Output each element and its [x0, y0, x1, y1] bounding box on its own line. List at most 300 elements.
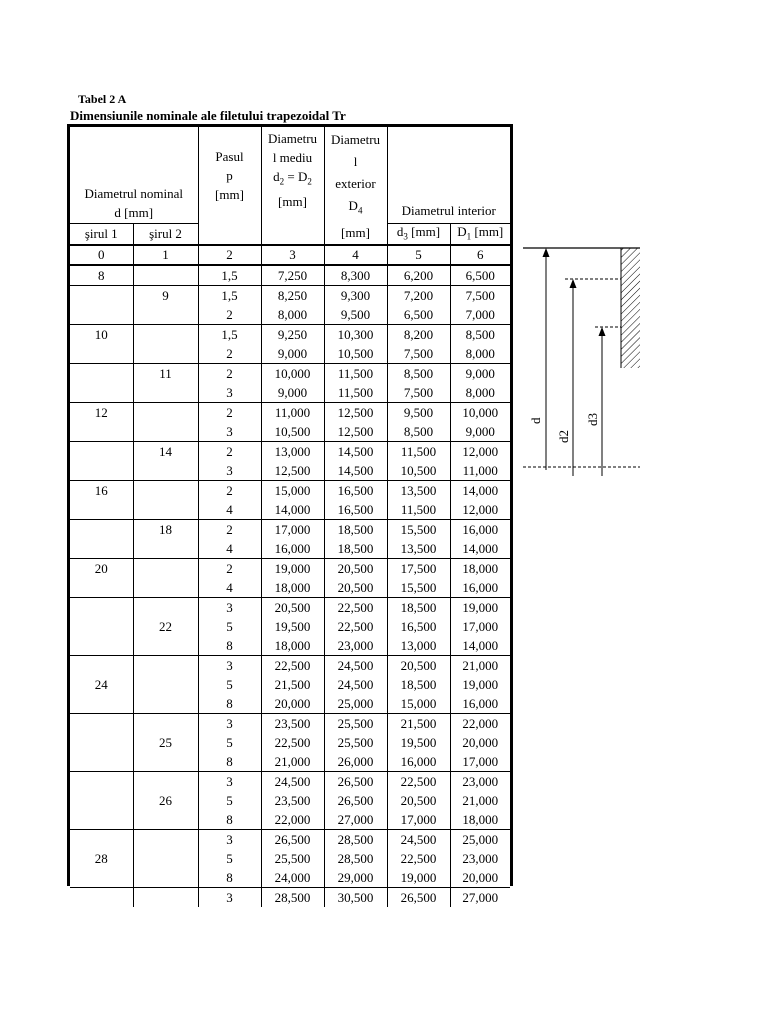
header-series-2: şirul 2 — [133, 223, 198, 244]
table-cell — [70, 791, 133, 810]
table-cell: 10,000 — [450, 403, 510, 423]
table-cell: 8 — [198, 810, 261, 830]
header-mean-line-2: l mediu — [272, 150, 313, 165]
table-cell: 9,500 — [324, 305, 387, 325]
table-cell — [70, 305, 133, 325]
table-row — [70, 888, 510, 908]
table-cell: 7,500 — [450, 286, 510, 306]
table-cell: 21,500 — [261, 675, 324, 694]
table-cell — [70, 383, 133, 403]
table-cell: 7,200 — [387, 286, 450, 306]
table-cell — [133, 752, 198, 772]
header-outer-diameter — [324, 127, 387, 245]
table-cell — [70, 656, 133, 676]
table-cell: 6,200 — [387, 265, 450, 286]
header-nominal-line-2: d [mm] — [114, 204, 154, 220]
table-cell — [133, 636, 198, 656]
table-cell: 4 — [198, 539, 261, 559]
table-cell: 18 — [133, 520, 198, 540]
table-cell — [70, 500, 133, 520]
table-row — [70, 830, 510, 850]
table-cell — [133, 849, 198, 868]
table-cell — [70, 286, 133, 306]
table-cell: 14,000 — [450, 539, 510, 559]
table-cell — [133, 656, 198, 676]
table-cell: 20,000 — [261, 694, 324, 714]
table-cell: 8 — [198, 636, 261, 656]
table-cell — [70, 422, 133, 442]
table-cell: 14,000 — [450, 481, 510, 501]
table-cell: 18,000 — [261, 636, 324, 656]
column-number: 2 — [198, 245, 261, 266]
table-cell: 25,000 — [450, 830, 510, 850]
table-cell: 6,500 — [450, 265, 510, 286]
header-series-1: şirul 1 — [70, 223, 133, 244]
table-cell: 19,000 — [450, 675, 510, 694]
table-cell: 13,000 — [387, 636, 450, 656]
table-row — [70, 810, 510, 830]
table-cell — [133, 868, 198, 888]
table-cell — [133, 810, 198, 830]
table-cell: 8 — [198, 752, 261, 772]
table-cell: 27,000 — [450, 888, 510, 908]
table-cell — [70, 694, 133, 714]
table-cell: 18,000 — [261, 578, 324, 598]
table-cell: 24,000 — [261, 868, 324, 888]
table-cell: 17,000 — [450, 617, 510, 636]
table-cell: 15,000 — [387, 694, 450, 714]
table-cell: 9,500 — [387, 403, 450, 423]
table-cell: 7,500 — [387, 344, 450, 364]
header-outer-line-4: $D_4$ — [348, 198, 363, 216]
table-cell: 19,000 — [387, 868, 450, 888]
table-row — [70, 344, 510, 364]
table-cell — [70, 344, 133, 364]
table-cell: 16,500 — [324, 481, 387, 501]
table-cell: 27,000 — [324, 810, 387, 830]
table-cell: 12,000 — [450, 442, 510, 462]
table-cell — [70, 810, 133, 830]
table-cell: 29,000 — [324, 868, 387, 888]
table-cell: 10,500 — [387, 461, 450, 481]
table-cell — [70, 772, 133, 792]
table-cell: 28,500 — [324, 849, 387, 868]
table-cell: 14,500 — [324, 461, 387, 481]
table-cell: 23,000 — [450, 849, 510, 868]
table-row — [70, 422, 510, 442]
table-cell: 10,300 — [324, 325, 387, 345]
d-arrowhead — [543, 248, 550, 257]
table-cell — [70, 636, 133, 656]
table-cell: 8,300 — [324, 265, 387, 286]
table-cell: 23,500 — [261, 791, 324, 810]
table-cell: 11,000 — [261, 403, 324, 423]
table-cell: 20 — [70, 559, 133, 579]
table-cell — [133, 578, 198, 598]
header-pitch-line-3: [mm] — [215, 187, 244, 202]
table-cell: 16,000 — [450, 520, 510, 540]
table-tag: Tabel 2 A — [78, 92, 127, 106]
header-nominal-diameter — [70, 127, 198, 223]
table-cell — [133, 772, 198, 792]
table-cell: 14 — [133, 442, 198, 462]
table-cell: 3 — [198, 422, 261, 442]
table-cell — [70, 752, 133, 772]
table-cell — [133, 830, 198, 850]
table-cell: 21,000 — [450, 656, 510, 676]
table-cell: 7,000 — [450, 305, 510, 325]
table-cell — [133, 265, 198, 286]
table-cell: 4 — [198, 500, 261, 520]
table-cell: 8,250 — [261, 286, 324, 306]
table-cell: 4 — [198, 578, 261, 598]
table-cell — [70, 539, 133, 559]
thread-hatching — [621, 248, 640, 368]
table-cell: 15,500 — [387, 520, 450, 540]
d2-arrowhead — [570, 279, 577, 288]
table-cell: 13,500 — [387, 539, 450, 559]
table-cell: 7,500 — [387, 383, 450, 403]
table-cell: 16,000 — [261, 539, 324, 559]
table-cell: 16,000 — [450, 578, 510, 598]
table-cell: 12,500 — [324, 422, 387, 442]
table-row — [70, 442, 510, 462]
column-number: 4 — [324, 245, 387, 266]
column-number: 6 — [450, 245, 510, 266]
table-row — [70, 578, 510, 598]
table-cell: 2 — [198, 442, 261, 462]
header-row-main — [70, 127, 510, 223]
table-cell: 26,500 — [324, 791, 387, 810]
table-cell: 8,000 — [261, 305, 324, 325]
table-cell — [133, 714, 198, 734]
table-cell: 9,000 — [261, 344, 324, 364]
table-cell: 26 — [133, 791, 198, 810]
table-cell — [70, 617, 133, 636]
table-cell: 2 — [198, 403, 261, 423]
table-cell: 22,500 — [387, 849, 450, 868]
table-cell: 20,000 — [450, 868, 510, 888]
table-cell — [133, 403, 198, 423]
table-cell: 18,500 — [387, 598, 450, 618]
table-cell: 19,000 — [261, 559, 324, 579]
table-row — [70, 656, 510, 676]
table-cell: 25,500 — [261, 849, 324, 868]
table-row — [70, 772, 510, 792]
table-row — [70, 636, 510, 656]
table-cell: 8 — [198, 868, 261, 888]
table-cell: 30,500 — [324, 888, 387, 908]
thread-dimensions-table-frame — [67, 124, 513, 906]
table-cell: 15,000 — [261, 481, 324, 501]
table-row — [70, 481, 510, 501]
table-cell: 20,000 — [450, 733, 510, 752]
table-cell — [133, 694, 198, 714]
table-cell: 19,500 — [387, 733, 450, 752]
header-pitch-line-2: p — [226, 168, 233, 183]
table-cell: 2 — [198, 344, 261, 364]
table-row — [70, 500, 510, 520]
table-cell: 16,500 — [324, 500, 387, 520]
table-cell: 2 — [198, 520, 261, 540]
d3-arrowhead — [599, 327, 606, 336]
table-cell: 9 — [133, 286, 198, 306]
table-cell: 8 — [70, 265, 133, 286]
table-cell: 11,000 — [450, 461, 510, 481]
table-cell — [133, 325, 198, 345]
table-cell: 5 — [198, 733, 261, 752]
table-cell: 5 — [198, 849, 261, 868]
header-outer-line-3: exterior — [335, 176, 376, 191]
table-cell: 12,000 — [450, 500, 510, 520]
table-cell: 16,000 — [450, 694, 510, 714]
table-cell: 11,500 — [324, 364, 387, 384]
table-cell: 23,000 — [324, 636, 387, 656]
d3-label: d3 — [585, 413, 600, 426]
table-cell: 20,500 — [387, 791, 450, 810]
table-cell — [70, 714, 133, 734]
table-cell — [70, 364, 133, 384]
table-cell — [133, 344, 198, 364]
table-cell: 8,500 — [450, 325, 510, 345]
table-cell: 13,500 — [387, 481, 450, 501]
table-cell: 19,500 — [261, 617, 324, 636]
table-cell: 23,000 — [450, 772, 510, 792]
table-cell: 24,500 — [387, 830, 450, 850]
table-cell — [133, 500, 198, 520]
table-row — [70, 305, 510, 325]
table-cell — [70, 868, 133, 888]
table-cell: 9,300 — [324, 286, 387, 306]
table-cell: 11,500 — [387, 500, 450, 520]
table-cell: 14,500 — [324, 442, 387, 462]
table-row — [70, 265, 510, 286]
table-row — [70, 461, 510, 481]
table-cell: 11,500 — [324, 383, 387, 403]
table-cell: 22,500 — [261, 656, 324, 676]
column-number: 5 — [387, 245, 450, 266]
table-cell: 22,000 — [261, 810, 324, 830]
table-row — [70, 520, 510, 540]
table-cell: 25,500 — [324, 714, 387, 734]
table-cell: 8 — [198, 694, 261, 714]
table-cell: 17,000 — [387, 810, 450, 830]
table-cell: 2 — [198, 364, 261, 384]
table-cell: 26,500 — [261, 830, 324, 850]
table-row — [70, 559, 510, 579]
table-cell: 25 — [133, 733, 198, 752]
table-row — [70, 539, 510, 559]
table-cell — [70, 888, 133, 908]
table-cell: 18,000 — [450, 810, 510, 830]
table-cell: 12,500 — [324, 403, 387, 423]
table-cell — [133, 888, 198, 908]
table-row — [70, 791, 510, 810]
table-row — [70, 598, 510, 618]
table-cell: 8,200 — [387, 325, 450, 345]
table-cell: 20,500 — [261, 598, 324, 618]
table-cell: 16,000 — [387, 752, 450, 772]
table-cell: 5 — [198, 617, 261, 636]
table-row — [70, 714, 510, 734]
header-pitch-line-1: Pasul — [215, 149, 244, 164]
table-cell: 22,500 — [261, 733, 324, 752]
column-number-row — [70, 245, 510, 266]
table-row — [70, 733, 510, 752]
thread-diameter-diagram — [520, 238, 650, 488]
table-cell: 20,500 — [324, 578, 387, 598]
table-cell — [133, 305, 198, 325]
header-D1: $D_1$ [mm] — [450, 223, 510, 244]
table-cell: 10,500 — [261, 422, 324, 442]
table-cell: 3 — [198, 888, 261, 908]
table-cell: 22,500 — [324, 617, 387, 636]
table-cell: 24,500 — [261, 772, 324, 792]
table-cell: 12,500 — [261, 461, 324, 481]
table-cell — [133, 539, 198, 559]
table-cell: 15,500 — [387, 578, 450, 598]
table-cell: 17,000 — [450, 752, 510, 772]
header-outer-line-2: l — [353, 154, 358, 169]
table-cell: 8,000 — [450, 344, 510, 364]
table-cell: 9,000 — [450, 422, 510, 442]
table-row — [70, 675, 510, 694]
column-number: 1 — [133, 245, 198, 266]
header-nominal-line-1: Diametrul nominal — [84, 185, 184, 201]
table-cell: 18,500 — [324, 539, 387, 559]
table-cell: 28,500 — [261, 888, 324, 908]
table-cell: 25,500 — [324, 733, 387, 752]
table-cell: 18,500 — [324, 520, 387, 540]
table-cell: 16 — [70, 481, 133, 501]
table-cell: 26,000 — [324, 752, 387, 772]
table-cell: 24 — [94, 677, 108, 693]
table-cell: 22 — [133, 617, 198, 636]
table-cell — [70, 442, 133, 462]
table-cell: 18,500 — [387, 675, 450, 694]
thread-dimensions-table — [70, 127, 510, 907]
table-cell: 12 — [70, 403, 133, 423]
table-cell — [133, 383, 198, 403]
table-cell: 23,500 — [261, 714, 324, 734]
table-cell: 24,500 — [324, 656, 387, 676]
table-cell: 18,000 — [450, 559, 510, 579]
table-cell: 20,500 — [324, 559, 387, 579]
table-cell — [70, 733, 133, 752]
table-cell: 5 — [198, 675, 261, 694]
table-cell — [133, 675, 198, 694]
table-cell: 1,5 — [198, 265, 261, 286]
table-cell: 19,000 — [450, 598, 510, 618]
table-row — [70, 868, 510, 888]
table-cell: 1,5 — [198, 325, 261, 345]
table-cell: 9,000 — [450, 364, 510, 384]
table-cell: 14,000 — [450, 636, 510, 656]
table-cell: 26,500 — [387, 888, 450, 908]
table-cell: 21,000 — [261, 752, 324, 772]
header-mean-line-4: [mm] — [278, 193, 307, 209]
table-cell: 25,000 — [324, 694, 387, 714]
table-cell: 17,500 — [387, 559, 450, 579]
header-mean-line-3: $d_2 = D_2$ — [273, 169, 312, 187]
header-d3: $d_3$ [mm] — [387, 223, 450, 244]
header-pitch — [198, 127, 261, 245]
table-cell: 26,500 — [324, 772, 387, 792]
table-cell: 2 — [198, 559, 261, 579]
table-cell: 1,5 — [198, 286, 261, 306]
table-cell: 10,500 — [324, 344, 387, 364]
table-cell: 21,000 — [450, 791, 510, 810]
table-cell: 9,250 — [261, 325, 324, 345]
table-cell — [133, 422, 198, 442]
table-cell: 16,500 — [387, 617, 450, 636]
column-number: 0 — [70, 245, 133, 266]
table-cell: 11 — [133, 364, 198, 384]
page-title: Dimensiunile nominale ale filetului trapezoidal Tr — [70, 108, 346, 123]
table-cell: 10,000 — [261, 364, 324, 384]
table-cell: 22,500 — [324, 598, 387, 618]
header-inner-label: Diametrul interior — [401, 202, 496, 218]
header-mean-line-1: Diametru — [267, 131, 318, 146]
table-cell: 17,000 — [261, 520, 324, 540]
table-row — [70, 403, 510, 423]
d-label: d — [528, 417, 543, 424]
table-cell: 22,000 — [450, 714, 510, 734]
table-cell: 3 — [198, 714, 261, 734]
table-cell — [133, 598, 198, 618]
table-cell — [70, 520, 133, 540]
table-cell: 3 — [198, 383, 261, 403]
table-cell: 8,500 — [387, 422, 450, 442]
table-cell: 6,500 — [387, 305, 450, 325]
header-outer-line-1: Diametru — [330, 132, 381, 147]
table-cell: 20,500 — [387, 656, 450, 676]
column-number: 3 — [261, 245, 324, 266]
table-cell: 11,500 — [387, 442, 450, 462]
table-cell: 8,500 — [387, 364, 450, 384]
d2-label: d2 — [556, 430, 571, 443]
table-row — [70, 694, 510, 714]
table-cell: 3 — [198, 830, 261, 850]
table-row — [70, 617, 510, 636]
table-cell — [133, 461, 198, 481]
table-cell: 2 — [198, 481, 261, 501]
table-row — [70, 383, 510, 403]
table-cell: 3 — [198, 656, 261, 676]
table-cell — [70, 830, 133, 850]
table-cell: 8,000 — [450, 383, 510, 403]
table-cell: 2 — [198, 305, 261, 325]
table-cell — [133, 481, 198, 501]
table-cell: 21,500 — [387, 714, 450, 734]
table-cell: 10 — [70, 325, 133, 345]
table-cell: 13,000 — [261, 442, 324, 462]
table-cell: 7,250 — [261, 265, 324, 286]
table-cell: 3 — [198, 598, 261, 618]
table-cell: 28,500 — [324, 830, 387, 850]
table-cell — [70, 461, 133, 481]
table-cell: 3 — [198, 772, 261, 792]
header-inner-diameter — [387, 127, 510, 223]
table-row — [70, 752, 510, 772]
header-outer-line-5: [mm] — [341, 224, 370, 240]
table-cell: 3 — [198, 461, 261, 481]
table-cell: 14,000 — [261, 500, 324, 520]
table-cell: 24,500 — [324, 675, 387, 694]
table-cell: 22,500 — [387, 772, 450, 792]
table-cell — [133, 559, 198, 579]
table-row — [70, 849, 510, 868]
